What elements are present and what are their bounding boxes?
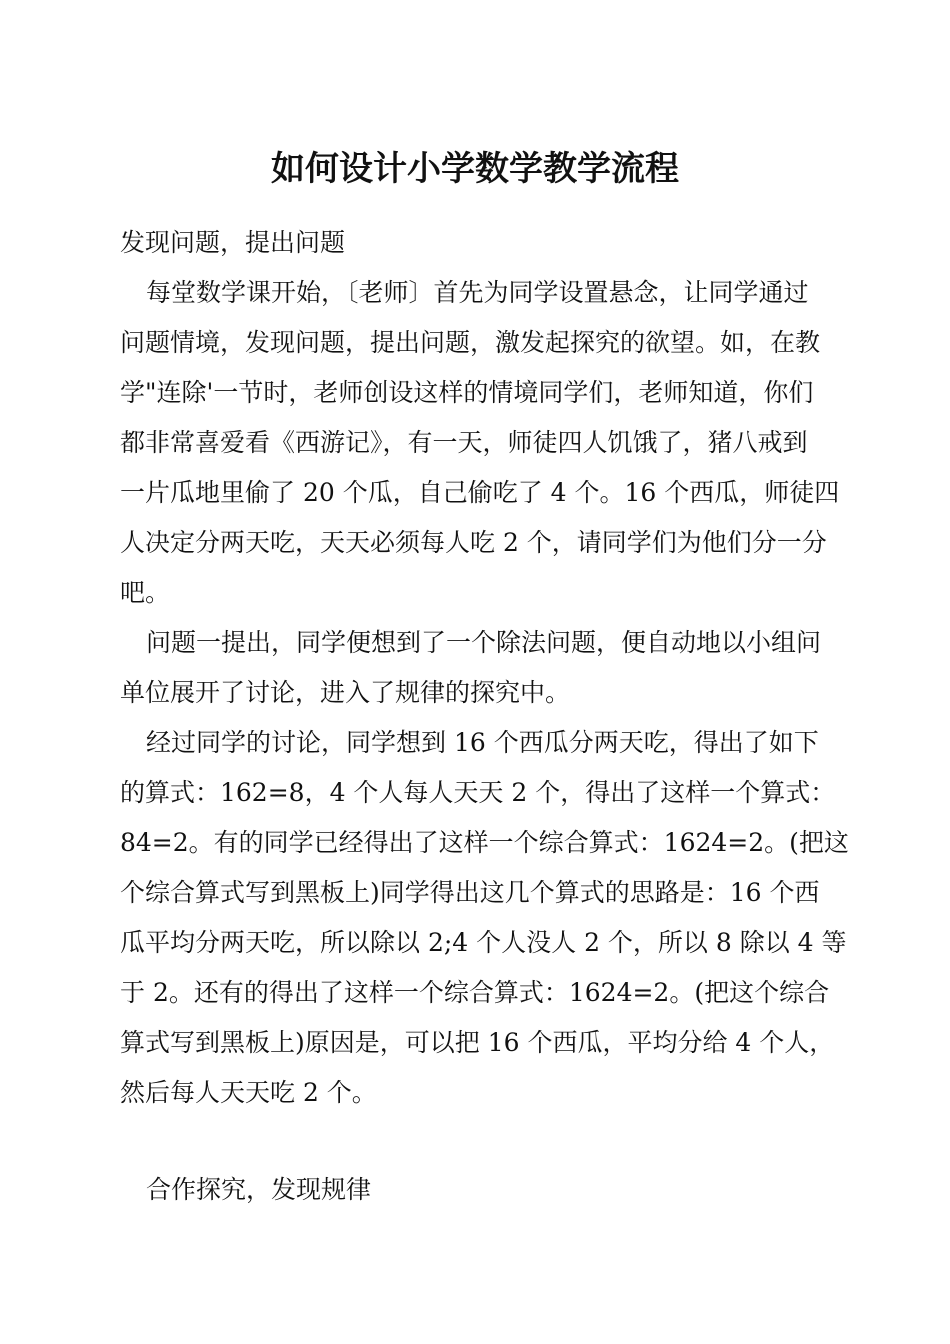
- paragraph-line: 于 2。还有的得出了这样一个综合算式：1624=2。(把这个综合: [120, 978, 830, 1007]
- paragraph-line: 问题一提出，同学便想到了一个除法问题，便自动地以小组问: [146, 628, 822, 657]
- paragraph-line: 学"连除'一节时，老师创设这样的情境同学们，老师知道，你们: [120, 378, 814, 407]
- paragraph-line: 经过同学的讨论，同学想到 16 个西瓜分两天吃，得出了如下: [146, 728, 819, 757]
- paragraph-line: 都非常喜爱看《西游记》，有一天，师徒四人饥饿了，猪八戒到: [120, 428, 808, 457]
- paragraph-line: 个综合算式写到黑板上)同学得出这几个算式的思路是：16 个西: [120, 878, 820, 907]
- paragraph-line: 每堂数学课开始，〔老师〕首先为同学设置悬念，让同学通过: [146, 278, 809, 307]
- paragraph-line: 一片瓜地里偷了 20 个瓜，自己偷吃了 4 个。16 个西瓜，师徒四: [120, 478, 840, 507]
- paragraph-line: 单位展开了讨论，进入了规律的探究中。: [120, 678, 571, 707]
- paragraph-line: 的算式：162=8，4 个人每人天天 2 个，得出了这样一个算式：: [120, 778, 836, 807]
- paragraph-line: 吧。: [120, 578, 171, 607]
- section-heading-2: 合作探究，发现规律: [146, 1175, 372, 1204]
- paragraph-line: 然后每人天天吃 2 个。: [120, 1078, 377, 1107]
- page-title: 如何设计小学数学教学流程: [271, 149, 679, 189]
- paragraph-line: 算式写到黑板上)原因是，可以把 16 个西瓜，平均分给 4 个人，: [120, 1028, 835, 1057]
- paragraph-line: 瓜平均分两天吃，所以除以 2;4 个人没人 2 个，所以 8 除以 4 等: [120, 928, 847, 957]
- section-heading-1: 发现问题，提出问题: [120, 228, 346, 257]
- paragraph-line: 人决定分两天吃，天天必须每人吃 2 个，请同学们为他们分一分: [120, 528, 827, 557]
- paragraph-line: 84=2。有的同学已经得出了这样一个综合算式：1624=2。(把这: [120, 828, 849, 857]
- paragraph-line: 问题情境，发现问题，提出问题，激发起探究的欲望。如，在教: [120, 328, 821, 357]
